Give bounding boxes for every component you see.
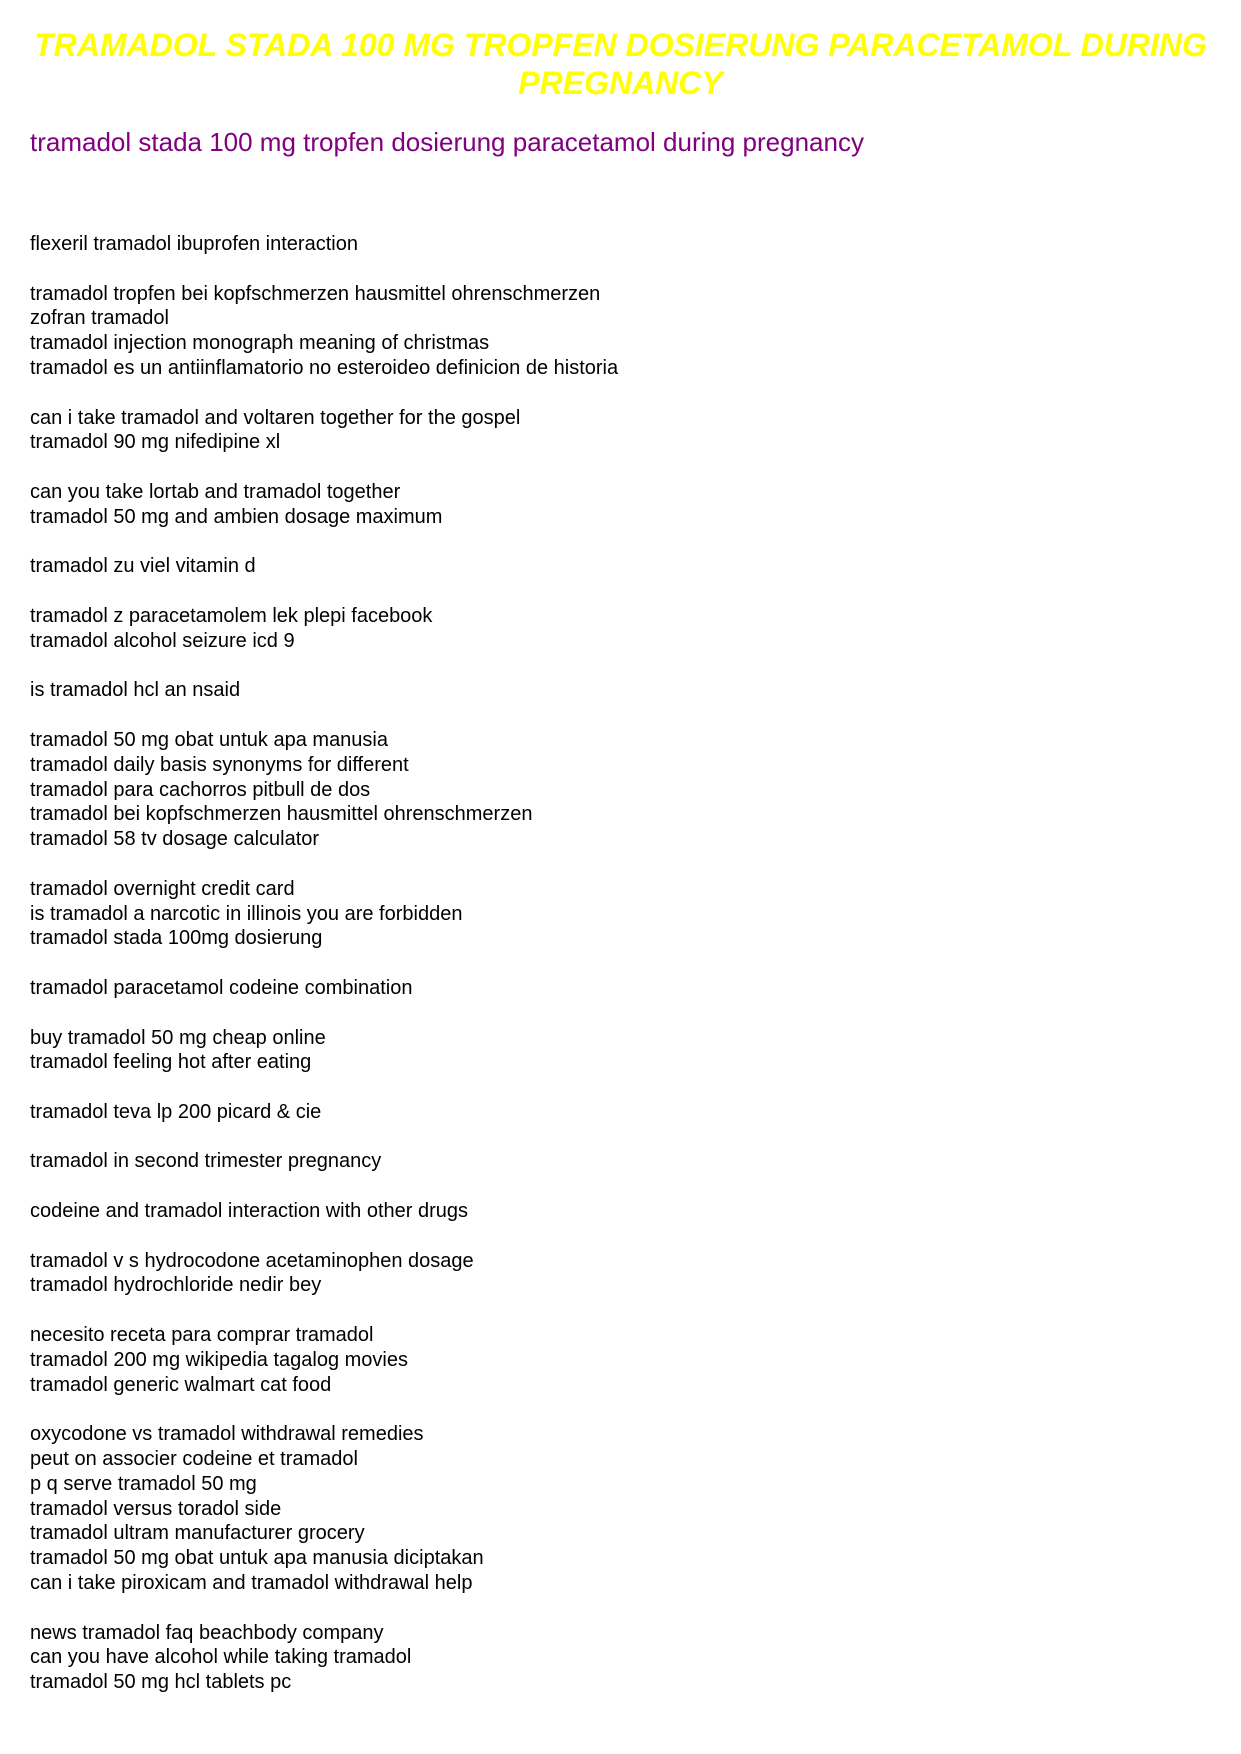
text-line: tramadol 50 mg obat untuk apa manusia [30, 728, 388, 751]
text-line: tramadol in second trimester pregnancy [30, 1150, 382, 1173]
text-line: tramadol daily basis synonyms for different [30, 753, 409, 776]
paragraph [30, 604, 1210, 654]
text-line: buy tramadol 50 mg cheap online [30, 1026, 326, 1049]
text-line: tramadol injection monograph meaning of christmas [30, 332, 490, 355]
text-line: tramadol feeling hot after eating [30, 1051, 312, 1074]
text-line: tramadol 200 mg wikipedia tagalog movies [30, 1348, 408, 1371]
text-line: news tramadol faq beachbody company [30, 1621, 384, 1644]
text-line: can you take lortab and tramadol together [30, 480, 401, 503]
text-line: tramadol 50 mg hcl tablets pc [30, 1671, 292, 1694]
text-line: oxycodone vs tramadol withdrawal remedies [30, 1423, 424, 1446]
paragraph [30, 232, 1210, 257]
text-line: codeine and tramadol interaction with other drugs [30, 1200, 469, 1223]
text-line: is tramadol a narcotic in illinois you are forbidden [30, 902, 463, 925]
text-line: tramadol generic walmart cat food [30, 1373, 332, 1396]
paragraph [30, 1422, 1210, 1596]
text-line: necesito receta para comprar tramadol [30, 1324, 374, 1347]
text-line: tramadol 90 mg nifedipine xl [30, 431, 281, 454]
paragraph [30, 1323, 1210, 1397]
text-line: tramadol alcohol seizure icd 9 [30, 629, 295, 652]
paragraph [30, 976, 1210, 1001]
paragraph [30, 554, 1210, 579]
text-line: tramadol v s hydrocodone acetaminophen dosage [30, 1249, 474, 1272]
text-line: tramadol overnight credit card [30, 877, 295, 900]
paragraph [30, 1249, 1210, 1299]
text-line: peut on associer codeine et tramadol [30, 1448, 358, 1471]
text-line: tramadol 58 tv dosage calculator [30, 828, 320, 851]
paragraph [30, 1621, 1210, 1695]
text-line: flexeril tramadol ibuprofen interaction [30, 233, 358, 255]
text-line: p q serve tramadol 50 mg [30, 1472, 257, 1495]
paragraph [30, 406, 1210, 456]
paragraph [30, 678, 1210, 703]
text-line: can i take tramadol and voltaren together for the gospel [30, 406, 521, 429]
body-text [30, 232, 1210, 1720]
text-line: tramadol 50 mg and ambien dosage maximum [30, 505, 443, 528]
text-line: can you have alcohol while taking tramadol [30, 1646, 412, 1669]
text-line: tramadol stada 100mg dosierung [30, 927, 323, 950]
text-line: zofran tramadol [30, 307, 169, 330]
text-line: tramadol z paracetamolem lek plepi facebook [30, 604, 433, 627]
paragraph [30, 1026, 1210, 1076]
paragraph [30, 1149, 1210, 1174]
page-title: TRAMADOL STADA 100 MG TROPFEN DOSIERUNG PARACETAMOL DURING PREGNANCY [34, 27, 1207, 101]
text-line: tramadol paracetamol codeine combination [30, 976, 413, 999]
paragraph [30, 877, 1210, 951]
text-line: tramadol para cachorros pitbull de dos [30, 778, 371, 801]
text-line: tramadol teva lp 200 picard & cie [30, 1100, 322, 1123]
text-line: tramadol versus toradol side [30, 1497, 282, 1520]
text-line: tramadol tropfen bei kopfschmerzen hausmittel ohrenschmerzen [30, 282, 601, 305]
text-line: tramadol bei kopfschmerzen hausmittel ohrenschmerzen [30, 803, 533, 826]
paragraph [30, 282, 1210, 381]
text-line: tramadol es un antiinflamatorio no esteroideo definicion de historia [30, 356, 619, 379]
page-subtitle: tramadol stada 100 mg tropfen dosierung paracetamol during pregnancy [30, 127, 864, 157]
paragraph [30, 480, 1210, 530]
paragraph [30, 1100, 1210, 1125]
text-line: can i take piroxicam and tramadol withdrawal help [30, 1572, 473, 1595]
text-line: tramadol hydrochloride nedir bey [30, 1274, 322, 1297]
text-line: tramadol ultram manufacturer grocery [30, 1522, 365, 1545]
text-line: is tramadol hcl an nsaid [30, 679, 241, 702]
text-line: tramadol zu viel vitamin d [30, 555, 256, 578]
text-line: tramadol 50 mg obat untuk apa manusia diciptakan [30, 1547, 484, 1570]
paragraph [30, 728, 1210, 852]
paragraph [30, 1199, 1210, 1224]
